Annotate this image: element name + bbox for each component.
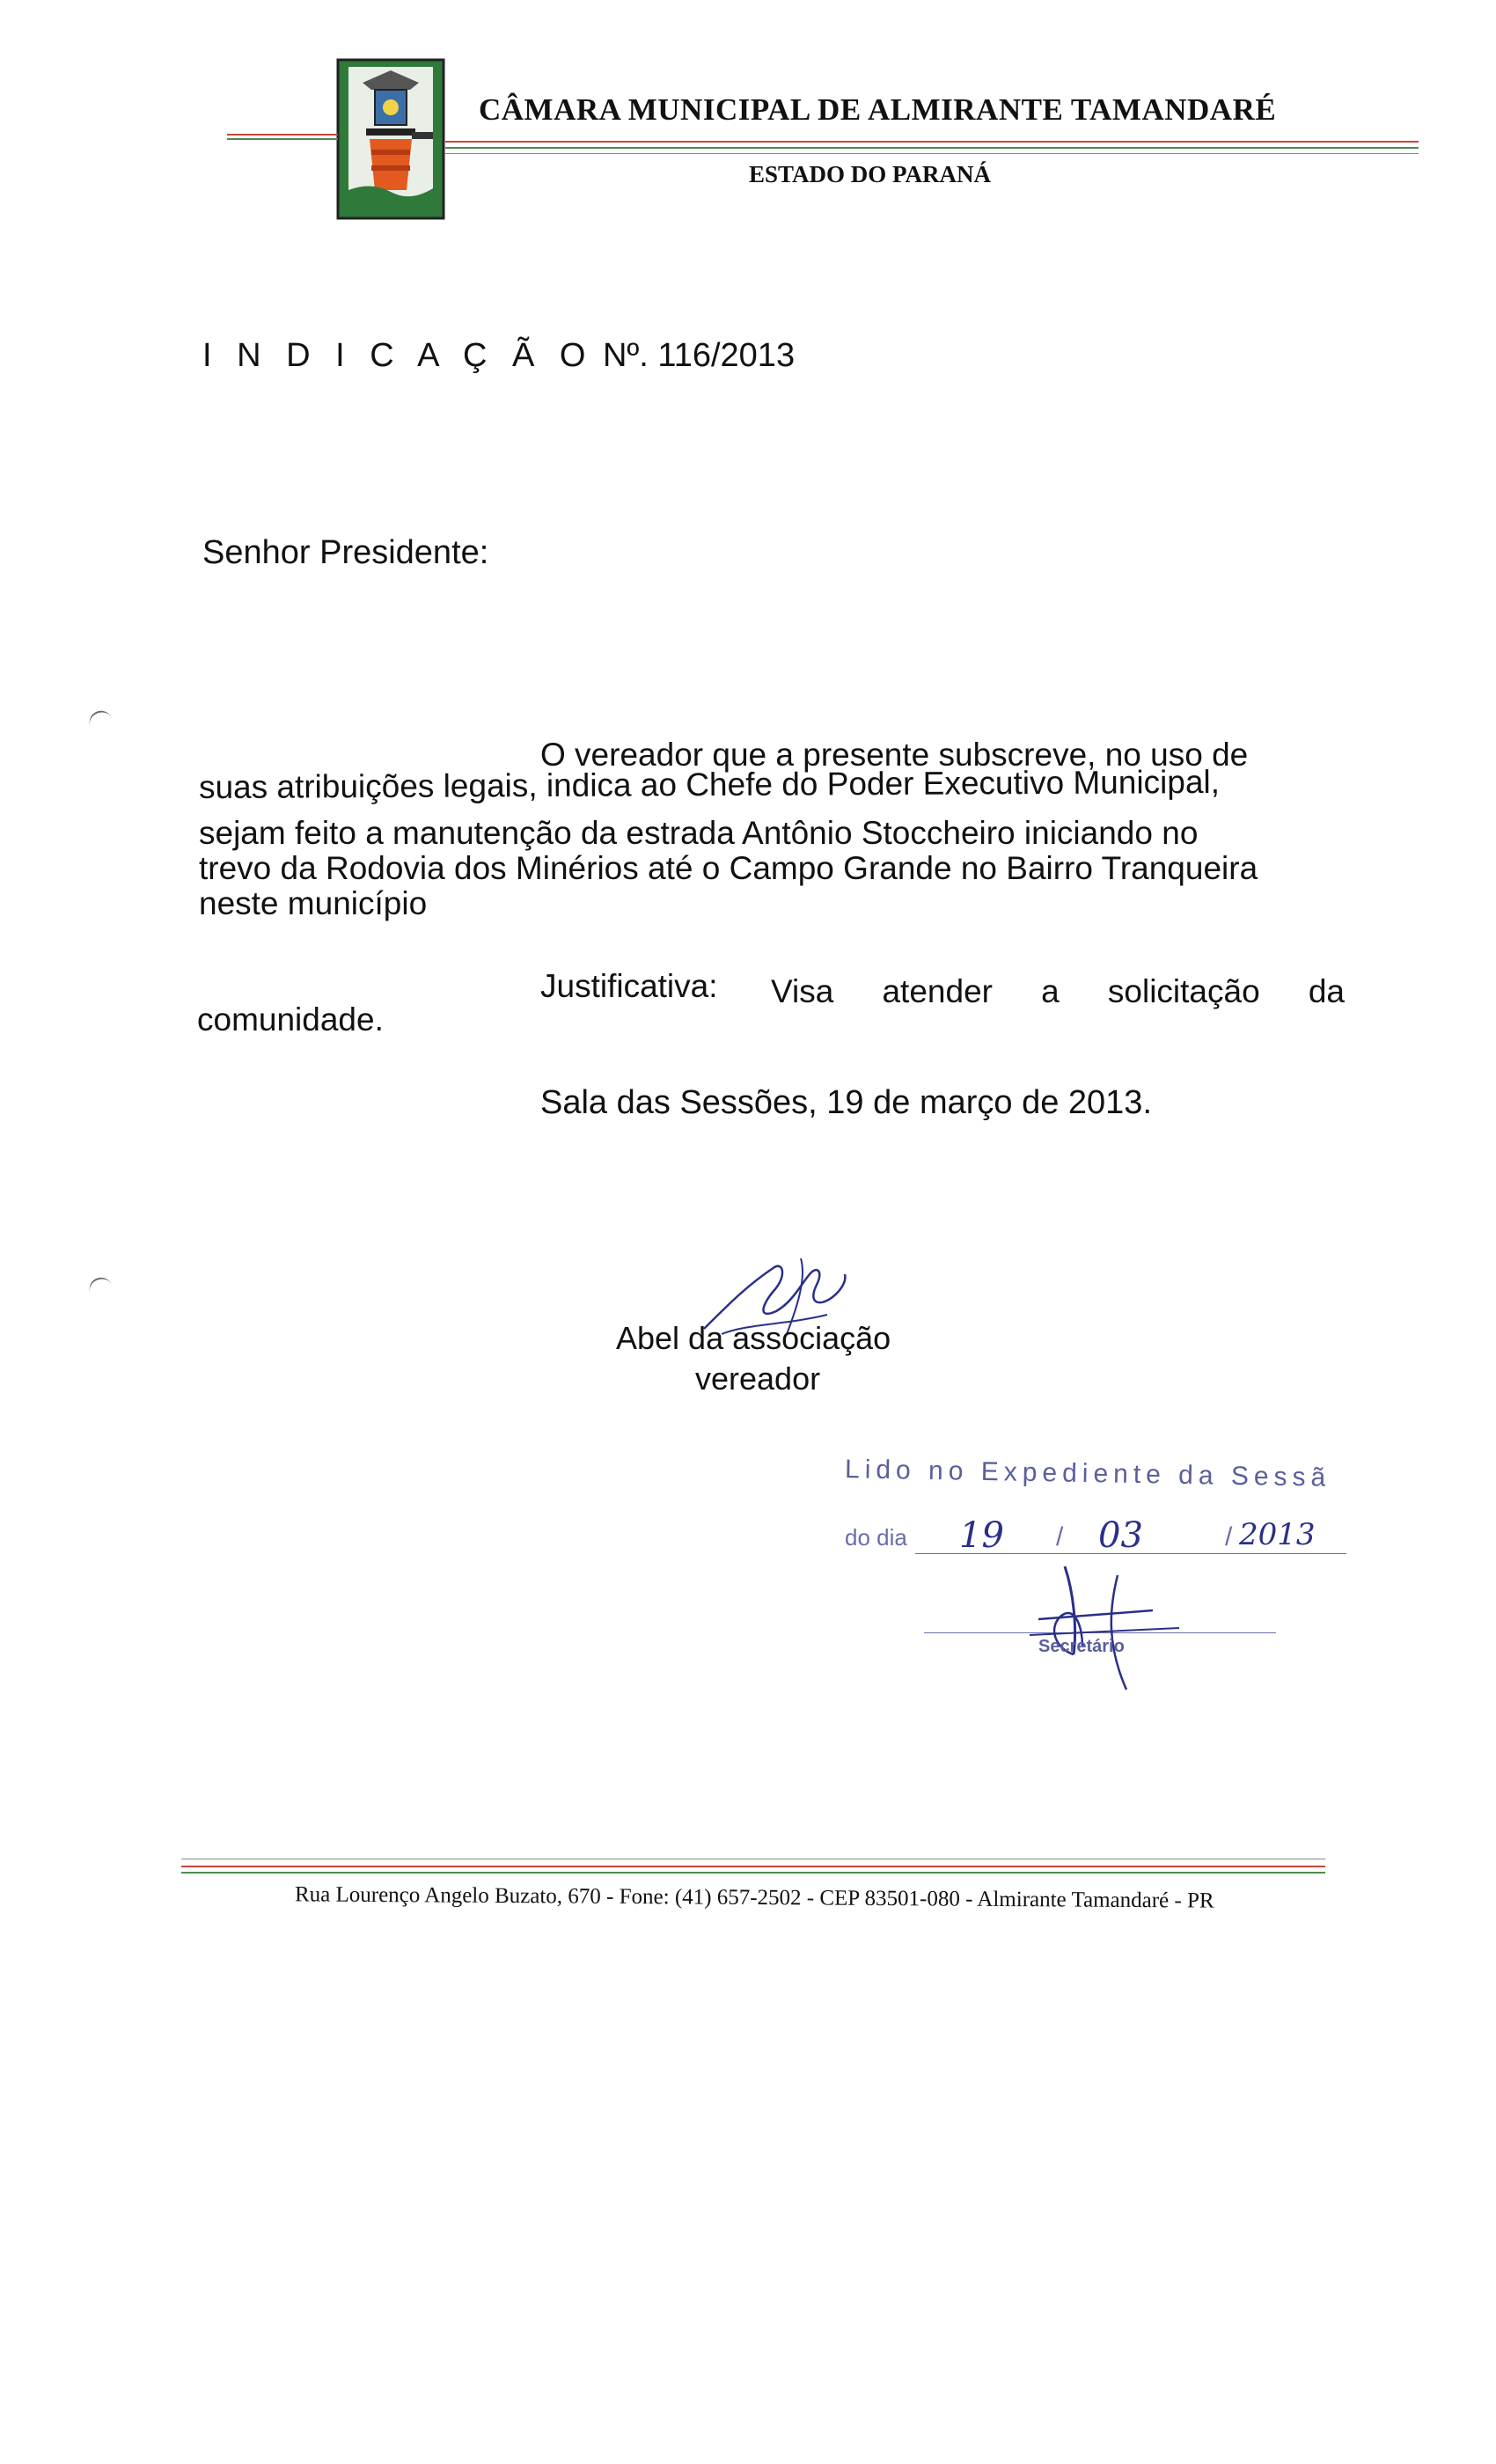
institution-name: CÂMARA MUNICIPAL DE ALMIRANTE TAMANDARÉ xyxy=(479,92,1277,127)
signatory-role: vereador xyxy=(695,1360,821,1397)
header-rule-red-right xyxy=(445,141,1419,143)
justification-text xyxy=(771,973,1345,1010)
header-rule-green xyxy=(227,138,338,140)
footer-rule-red xyxy=(181,1866,1325,1867)
stamp-month: 03 xyxy=(1098,1515,1143,1556)
punch-hole-mark xyxy=(86,1274,113,1295)
stamp-day: 19 xyxy=(959,1515,1004,1556)
signatory-name: Abel da associação xyxy=(616,1320,891,1356)
justification-word: a xyxy=(1041,973,1060,1009)
stamp-header: Lido no Expediente da Sessã xyxy=(844,1455,1331,1492)
stamp-slash: / xyxy=(1225,1522,1233,1551)
justification-word: atender xyxy=(882,973,993,1009)
justification-continuation: comunidade. xyxy=(197,1001,384,1038)
justification-word: Visa xyxy=(771,973,834,1009)
stamp-year: 2013 xyxy=(1239,1517,1316,1552)
body-line: neste município xyxy=(199,885,428,921)
body-line: O vereador que a presente subscreve, no uso de xyxy=(540,737,1249,773)
justification-word: da xyxy=(1308,973,1345,1009)
header-rule-green-right xyxy=(445,147,1419,149)
salutation: Senhor Presidente: xyxy=(202,534,489,571)
header-rule-gray-right xyxy=(445,153,1419,154)
justification-label: Justificativa: xyxy=(540,968,718,1004)
footer-rule-green xyxy=(181,1872,1325,1874)
header-rule-red xyxy=(227,134,338,136)
body-line: trevo da Rodovia dos Minérios até o Campo Grande no Bairro Tranqueira xyxy=(199,850,1258,886)
justification-word: solicitação xyxy=(1107,973,1260,1009)
closing-date: Sala das Sessões, 19 de março de 2013. xyxy=(540,1084,1153,1121)
stamp-slash: / xyxy=(1056,1522,1064,1551)
footer-address: Rua Lourenço Angelo Buzato, 670 - Fone: (41) 657-2502 - CEP 83501-080 - Almirante Tamandaré - PR xyxy=(294,1882,1214,1913)
punch-hole-mark xyxy=(86,708,113,729)
document-title xyxy=(202,337,795,375)
document-title-word: I N D I C A Ç Ã O xyxy=(202,337,594,374)
stamp-date-label: do dia xyxy=(845,1524,907,1551)
body-line: suas atribuições legais, indica ao Chefe do Poder Executivo Municipal, xyxy=(198,763,1221,806)
stamp-office: Secretário xyxy=(1038,1637,1125,1656)
body-line: sejam feito a manutenção da estrada Antônio Stoccheiro iniciando no xyxy=(199,815,1199,851)
stamp-initials xyxy=(1021,1558,1197,1703)
state-name: ESTADO DO PARANÁ xyxy=(749,161,992,187)
municipal-coat-of-arms xyxy=(336,58,445,220)
document-number: Nº. 116/2013 xyxy=(602,337,796,374)
